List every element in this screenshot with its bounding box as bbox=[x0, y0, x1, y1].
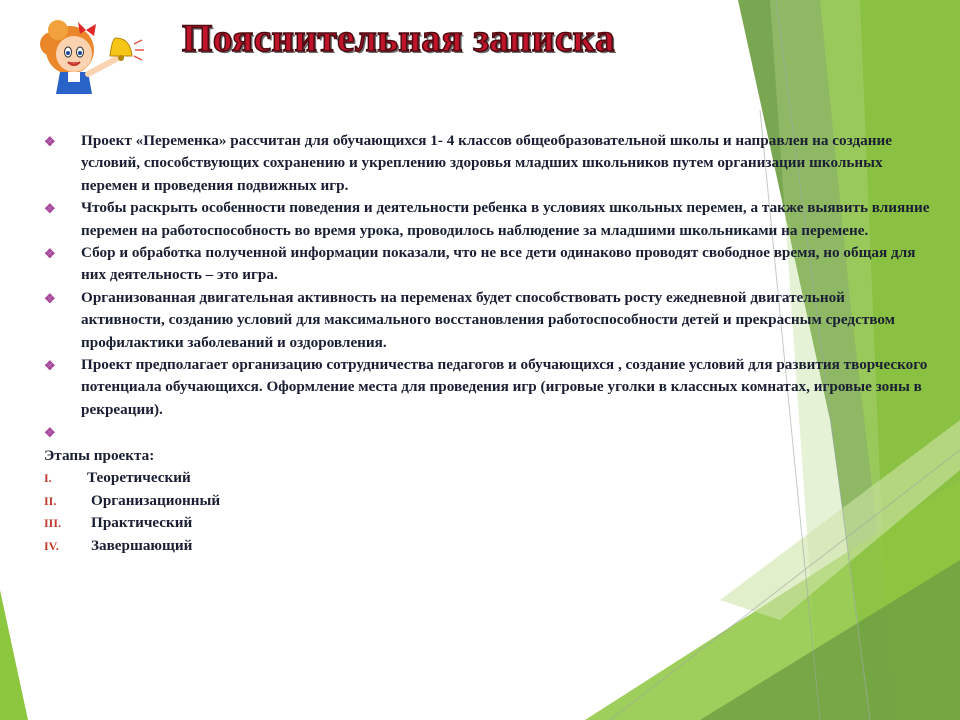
list-item bbox=[44, 354, 932, 421]
stage-numeral: IV. bbox=[44, 538, 59, 553]
bullet-text: Чтобы раскрыть особенности поведения и деятельности ребенка в условиях школьных перемен, а также выявить влияние перемен на работоспособность во время урока, проводилось наблюдение за младшими школьниками на перемене. bbox=[81, 199, 930, 239]
stages-heading: Этапы проекта: bbox=[44, 446, 155, 464]
stage-item bbox=[44, 535, 932, 558]
stages-list bbox=[44, 467, 932, 557]
stage-item bbox=[44, 490, 932, 513]
page-title: Пояснительная записка bbox=[182, 17, 616, 60]
list-item-empty bbox=[44, 421, 932, 443]
diamond-bullet-icon: ❖ bbox=[44, 290, 56, 306]
list-item bbox=[44, 197, 932, 242]
bullet-list bbox=[44, 130, 932, 444]
diamond-bullet-icon: ❖ bbox=[44, 201, 56, 217]
left-green-stripe bbox=[0, 590, 28, 720]
diamond-bullet-icon: ❖ bbox=[44, 134, 56, 149]
stage-item bbox=[44, 512, 932, 535]
list-item bbox=[44, 130, 932, 197]
content-body bbox=[44, 130, 932, 557]
stage-numeral: III. bbox=[44, 516, 62, 531]
list-item bbox=[44, 242, 932, 287]
stage-numeral: II. bbox=[44, 493, 57, 508]
diamond-bullet-icon: ❖ bbox=[44, 246, 56, 262]
bullet-text: Организованная двигательная активность на переменах будет способствовать росту ежедневной двигательной активности, созданию условий для максимального восстановления работоспособности детей и прекрасным средством профилактики заболеваний и оздоровления. bbox=[81, 288, 896, 351]
stage-label: Практический bbox=[91, 514, 193, 532]
mascot-icon bbox=[38, 8, 148, 96]
list-item bbox=[44, 287, 932, 354]
bullet-text: Проект предполагает организацию сотрудничества педагогов и обучающихся , создание условий для развития творческого потенциала обучающихся. Оформление места для проведения игр (игровые уголки в классных комнатах, игровые зоны в рекреации). bbox=[81, 356, 928, 418]
bullet-text: Сбор и обработка полученной информации показали, что не все дети одинаково проводят свободное время, но общая для них деятельность – это игра. bbox=[81, 244, 916, 284]
bullet-text: Проект «Переменка» рассчитан для обучающихся 1- 4 классов общеобразовательной школы и направлен на создание условий, способствующих сохранению и укреплению здоровья младших школьников путем организации школьных перемен и проведения подвижных игр. bbox=[81, 132, 892, 194]
stage-numeral: I. bbox=[44, 471, 52, 486]
stage-label: Организационный bbox=[91, 491, 221, 509]
bullet-text bbox=[81, 423, 85, 440]
diamond-bullet-icon: ❖ bbox=[44, 358, 56, 374]
stage-item bbox=[44, 467, 932, 490]
stage-label: Завершающий bbox=[91, 536, 193, 554]
stage-label: Теоретический bbox=[87, 469, 191, 487]
diamond-bullet-icon: ❖ bbox=[44, 425, 56, 441]
